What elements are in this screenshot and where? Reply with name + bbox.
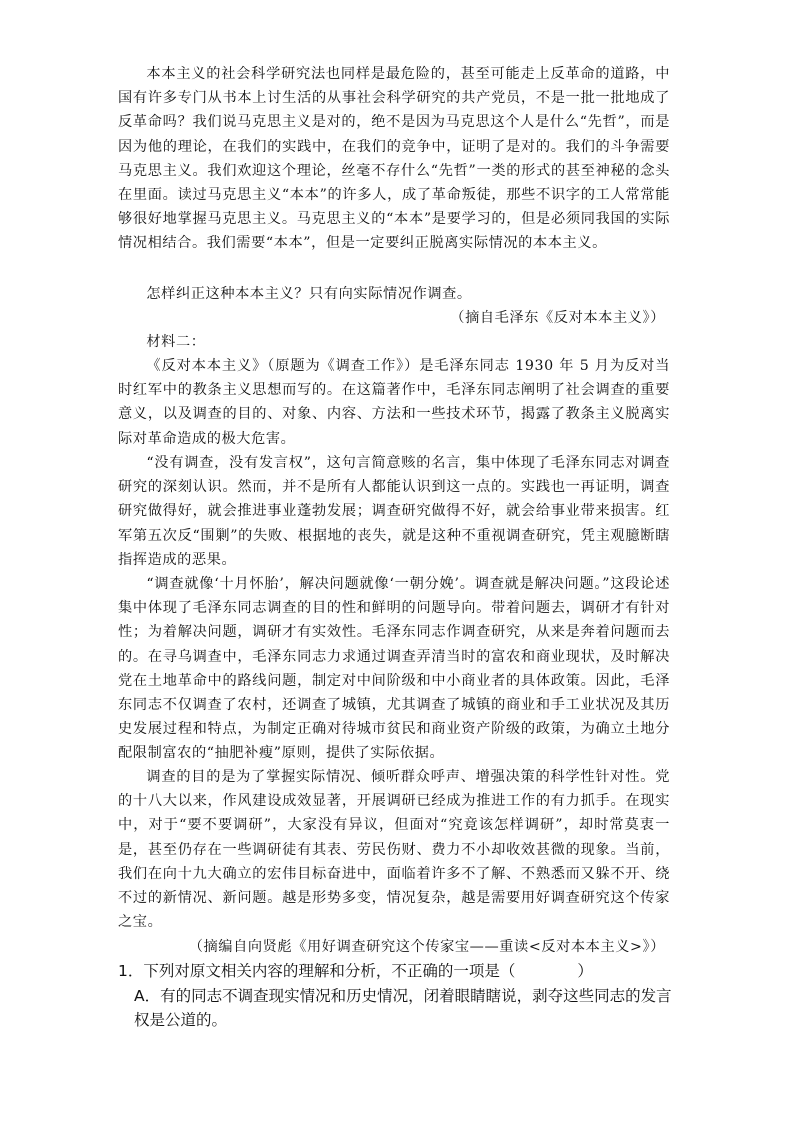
question-stem: 1．下列对原文相关内容的理解和分析，不正确的一项是（ ）	[118, 962, 593, 980]
material2-label: 材料二：	[146, 334, 206, 350]
material2-paragraph-2: “没有调查，没有发言权”，这句言简意赅的名言，集中体现了毛泽东同志对调查研究的深刻认识。然而，并不是所有人都能认识到这一点的。实践也一再证明，调查研究做得好，就会推进事业蓬勃发展；调查研究做得不好，就会给事业带来损害。红军第五次反“围剿”的失败、根据地的丧失，就是这种不重视调查研究，凭主观臆断瞎指挥造成的恶果。	[118, 455, 670, 568]
material1-paragraph-2: 怎样纠正这种本本主义？只有向实际情况作调查。	[146, 286, 472, 302]
material1-paragraph-1: 本本主义的社会科学研究法也同样是最危险的，甚至可能走上反革命的道路，中国有许多专门从书本上讨生活的从事社会科学研究的共产党员，不是一批一批地成了反革命吗？我们说马克思主义是对的，绝不是因为马克思这个人是什么“先哲”，而是因为他的理论，在我们的实践中，在我们的竞争中，证明了是对的。我们的斗争需要马克思主义。我们欢迎这个理论，丝毫不存什么“先哲”一类的形式的甚至神秘的念头在里面。读过马克思主义“本本”的许多人，成了革命叛徒，那些不识字的工人常常能够很好地掌握马克思主义。马克思主义的“本本”是要学习的，但是必须同我国的实际情况相结合。我们需要“本本”，但是一定要纠正脱离实际情况的本本主义。	[118, 66, 670, 252]
material2-paragraph-1: 《反对本本主义》（原题为《调查工作》）是毛泽东同志 1930 年 5 月为反对当时红军中的教条主义思想而写的。在这篇著作中，毛泽东同志阐明了社会调查的重要意义，以及调查的目的、对象、内容、方法和一些技术环节，揭露了教条主义脱离实际对革命造成的极大危害。	[118, 358, 670, 447]
material2-paragraph-4: 调查的目的是为了掌握实际情况、倾听群众呼声、增强决策的科学性针对性。党的十八大以来，作风建设成效显著，开展调研已经成为推进工作的有力抓手。在现实中，对于“要不要调研”，大家没有异议，但面对“究竟该怎样调研”，却时常莫衷一是，甚至仍存在一些调研徒有其表、劳民伤财、费力不小却收效甚微的现象。当前，我们在向十九大确立的宏伟目标奋进中，面临着许多不了解、不熟悉而又躲不开、绕不过的新情况、新问题。越是形势多变，情况复杂，越是需要用好调查研究这个传家之宝。	[118, 769, 670, 931]
question-option-a: A．有的同志不调查现实情况和历史情况，闭着眼睛瞎说，剥夺这些同志的发言权是公道的。	[134, 987, 672, 1029]
material1-source: （摘自毛泽东《反对本本主义》）	[450, 310, 665, 326]
material2-paragraph-3: “调查就像‘十月怀胎’，解决问题就像‘一朝分娩’。调查就是解决问题。”这段论述集中体现了毛泽东同志调查的目的性和鲜明的问题导向。带着问题去，调研才有针对性；为着解决问题，调研才有实效性。毛泽东同志作调查研究，从来是奔着问题而去的。在寻乌调查中，毛泽东同志力求通过调查弄清当时的富农和商业现状，及时解决党在土地革命中的路线问题，制定对中间阶级和中小商业者的具体政策。因此，毛泽东同志不仅调查了农村，还调查了城镇，尤其调查了城镇的商业和手工业状况及其历史发展过程和特点，为制定正确对待城市贫民和商业资产阶级的政策，为确立土地分配限制富农的“抽肥补瘦”原则，提供了实际依据。	[118, 576, 670, 762]
material2-source: （摘编自向贤彪《用好调查研究这个传家宝——重读<反对本本主义>》）	[188, 939, 665, 955]
